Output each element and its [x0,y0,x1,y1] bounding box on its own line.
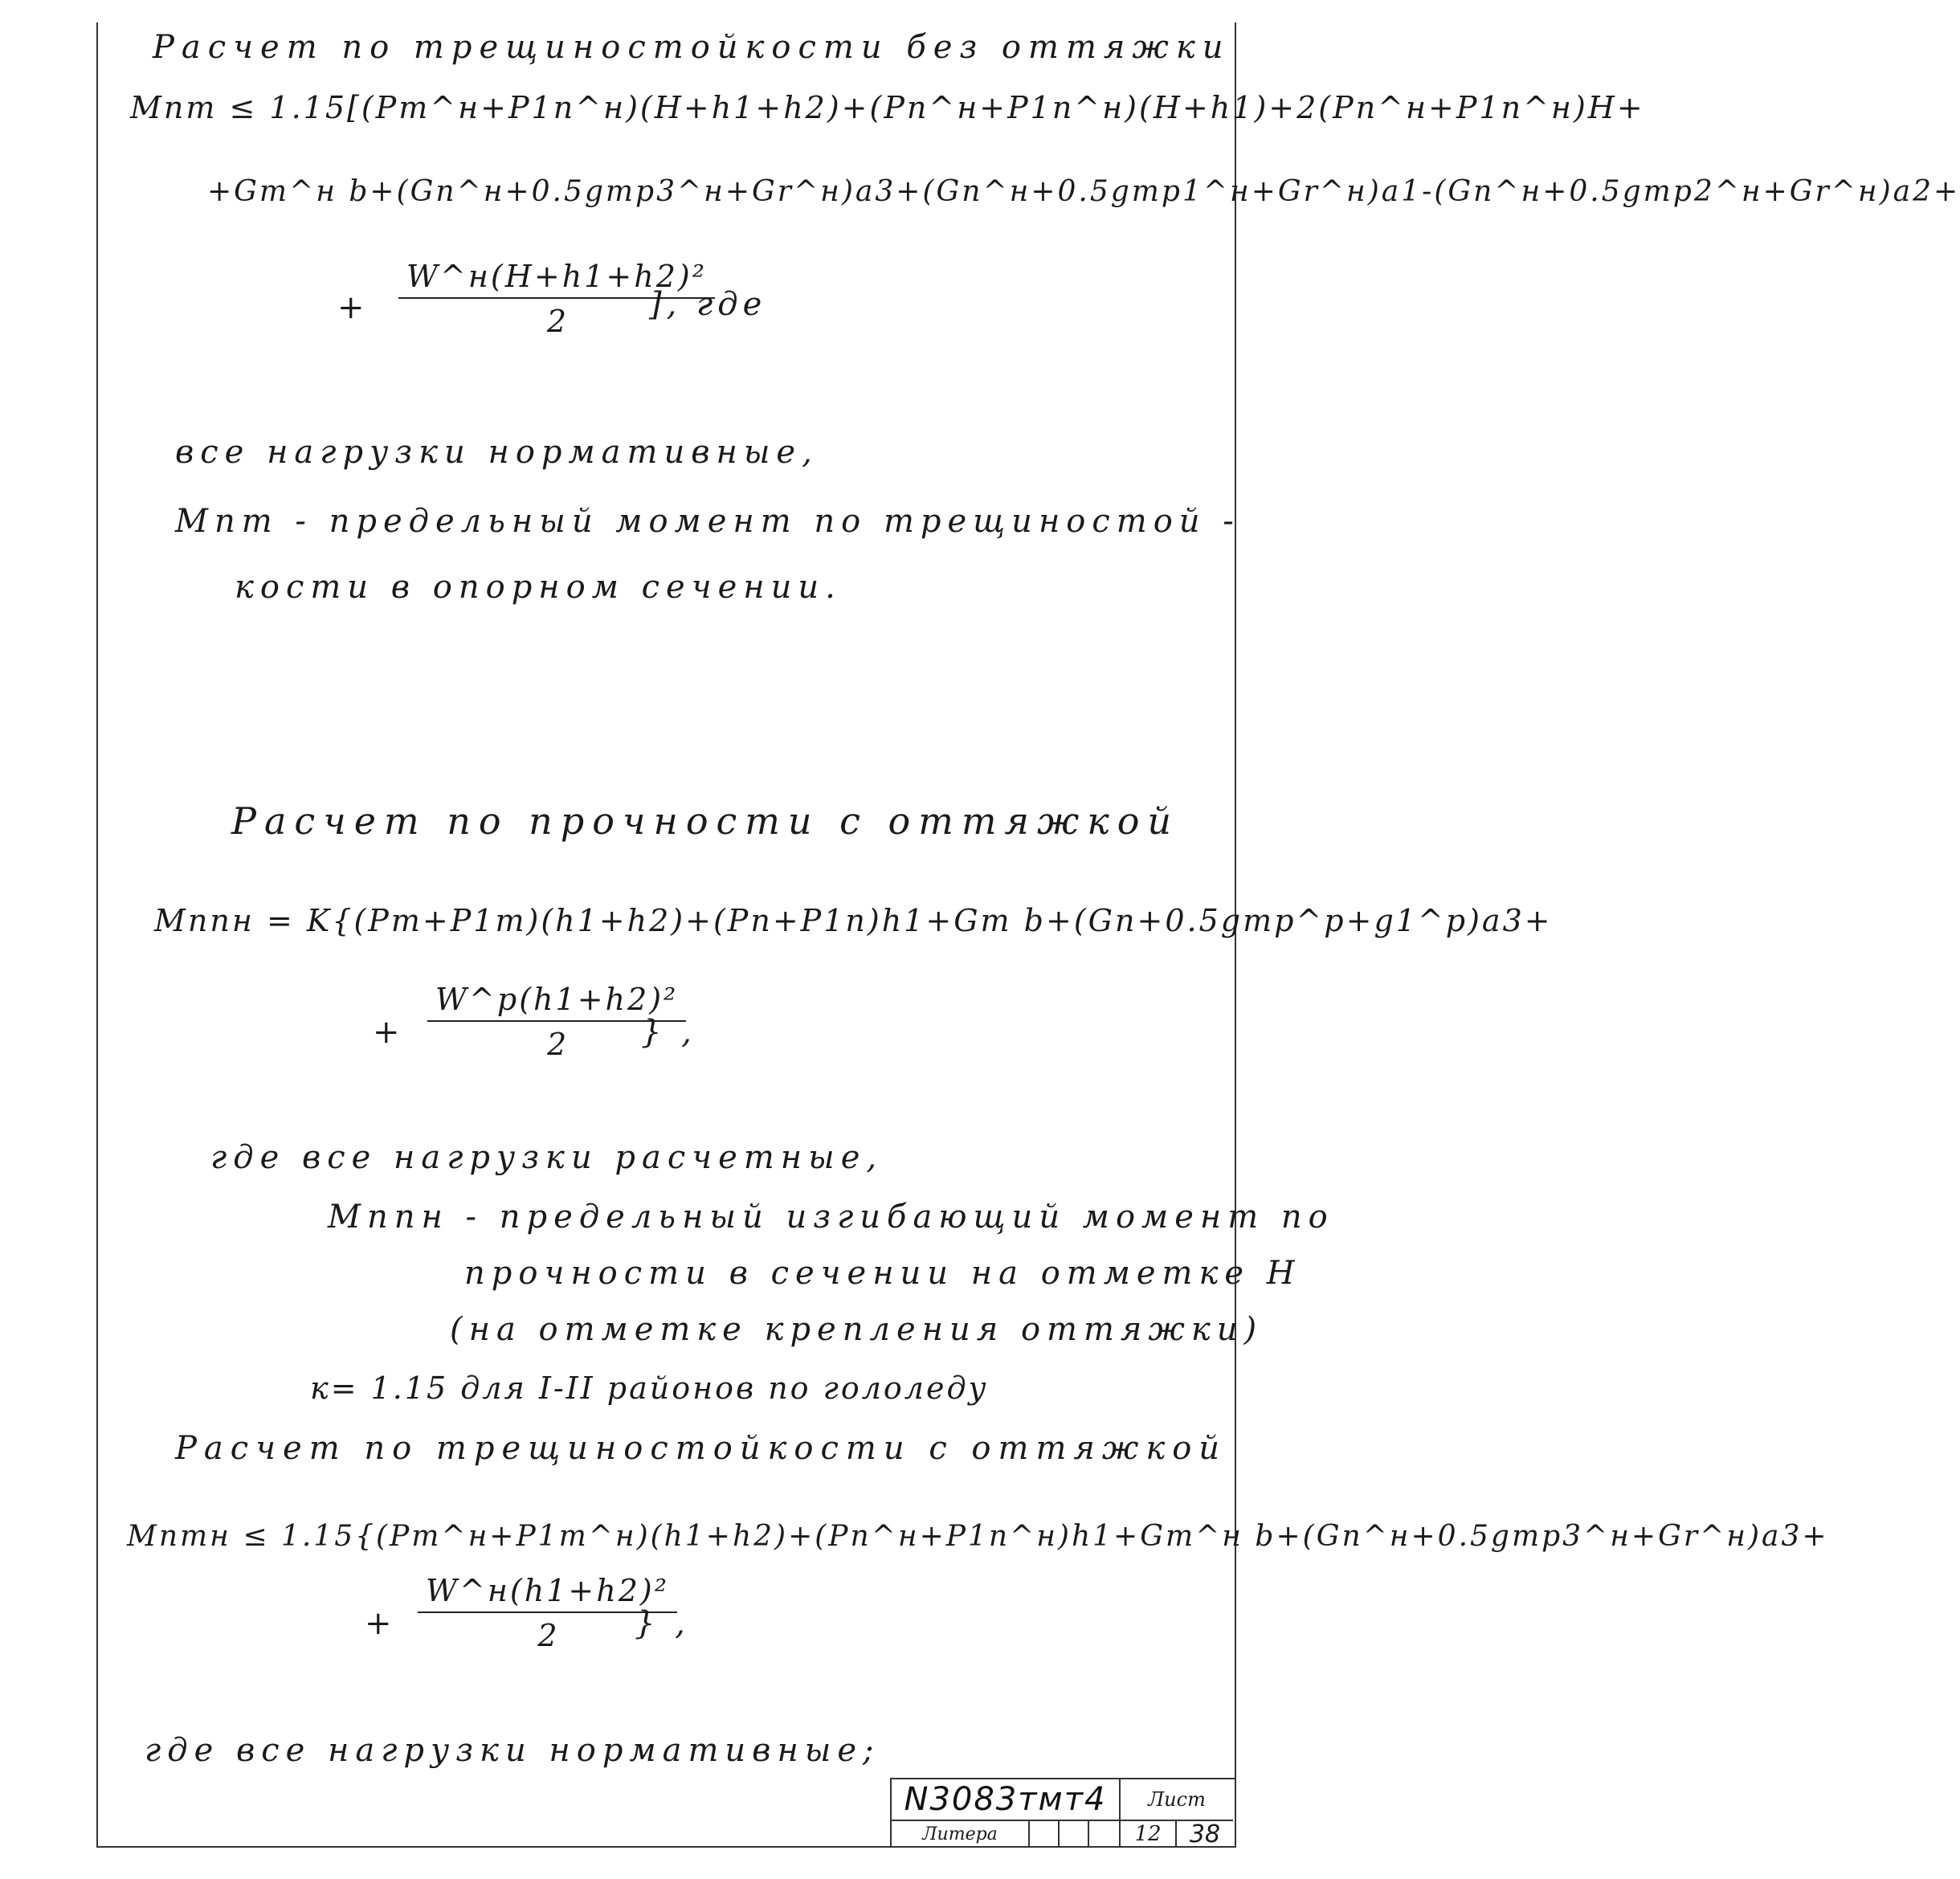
heading-strength-guy: Расчет по прочности с оттяжкой [231,799,1180,843]
litera-cell [1030,1821,1060,1848]
note3: где все нагрузки нормативные; [145,1732,880,1769]
formula1-line1: Mпт ≤ 1.15[(Pт^н+P1п^н)(H+h1+h2)+(Pп^н+P1п^н)(H+h1)+2(Pп^н+P1п^н)H+ [130,90,1645,125]
formula1-tail: ], где [649,286,767,323]
formula1-numerator: W^н(H+h1+h2)² [398,259,715,299]
formula3-numerator: W^н(h1+h2)² [418,1573,677,1613]
note2-line3: прочности в сечении на отметке H [464,1255,1301,1292]
note2-line5: к= 1.15 для I-II районов по гололеду [310,1370,989,1406]
note2-line1: где все нагрузки расчетные, [210,1139,884,1176]
sheet-number: 12 [1121,1821,1177,1848]
formula2-denominator: 2 [547,1027,567,1062]
formula2-plus: + [373,1014,400,1051]
litera-cell [1089,1821,1121,1848]
sheet-total: 38 [1189,1820,1221,1848]
heading-crack-no-guy: Расчет по трещиностойкости без оттяжки [153,29,1231,66]
formula2-line1: Mппн = K{(Pт+P1т)(h1+h2)+(Pп+P1п)h1+Gт b+(Gп+0.5gтр^р+g1^р)a3+ [154,903,1553,938]
litera-cell [1060,1821,1089,1848]
sheet-label: Лист [1121,1779,1233,1821]
formula3-denominator: 2 [537,1618,557,1653]
title-block [890,1778,1235,1848]
heading-crack-guy: Расчет по трещиностойкости с оттяжкой [175,1430,1227,1467]
formula1-denominator: 2 [546,304,567,339]
formula2-tail: } , [641,1014,696,1051]
formula1-line2: +Gт^н b+(Gп^н+0.5gтр3^н+Gr^н)a3+(Gп^н+0.5gтр1^н+Gr^н)a1-(Gп^н+0.5gтр2^н+Gr^н)a2+ [207,175,1960,208]
note1-line3: кости в опорном сечении. [235,569,842,606]
formula3-plus: + [365,1605,392,1642]
formula3-tail: } , [635,1605,690,1642]
litera-label: Литера [892,1821,1030,1848]
note1-line1: все нагрузки нормативные, [175,434,819,471]
note2-line4: (на отметке крепления оттяжки) [450,1311,1264,1348]
note2-line2: Mппн - предельный изгибающий момент по [328,1199,1334,1236]
formula3-line1: Mптн ≤ 1.15{(Pт^н+P1т^н)(h1+h2)+(Pп^н+P1п^н)h1+Gт^н b+(Gп^н+0.5gтр3^н+Gr^н)a3+ [127,1520,1829,1553]
drawing-code: N3083тмт4 [892,1779,1121,1821]
formula2-numerator: W^р(h1+h2)² [427,982,686,1022]
note1-line2: Mпт - предельный момент по трещиностой - [175,503,1240,540]
formula1-plus: + [337,289,365,326]
